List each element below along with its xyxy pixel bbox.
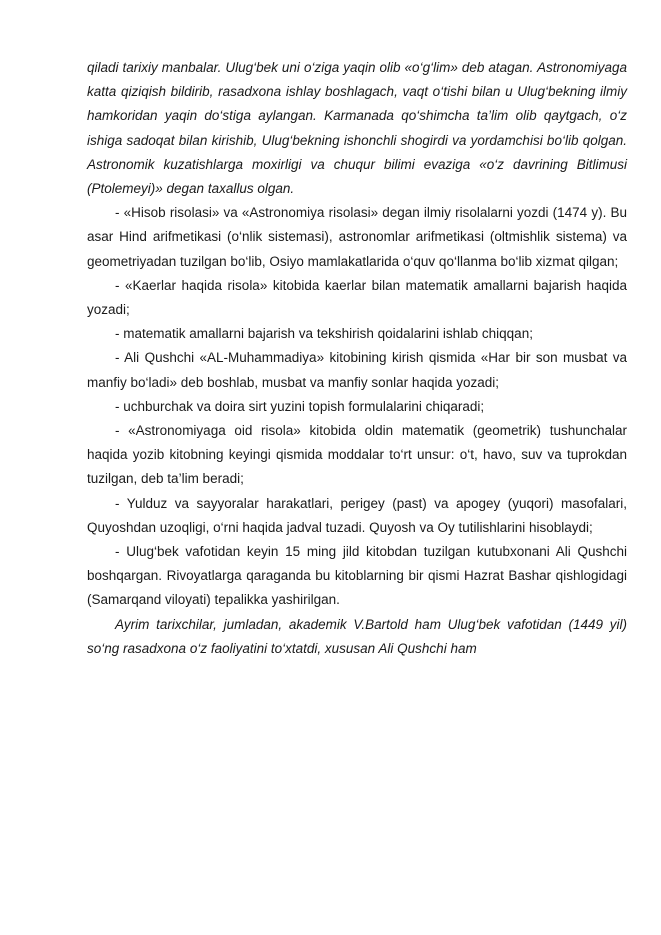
list-item-astronomiya-risola: - «Astronomiyaga oid risola» kitobida oldin matematik (geometrik) tushunchalar haqida yozib kitobning keyingi qismida moddalar to‘rt unsur: o‘t, havo, suv va tuprokdan tuzilgan, deb ta’lim beradi; [87,423,627,487]
list-item-kutubxona: - Ulug‘bek vafotidan keyin 15 ming jild kitobdan tuzilgan kutubxonani Ali Qushchi boshqargan. Rivoyatlarga qaraganda bu kitoblarning bir qismi Hazrat Bashar qishlogidagi (Samarqand viloyati) tepalikka yashirilgan. [87,544,627,608]
list-item-yulduz-sayyoralar: - Yulduz va sayyoralar harakatlari, perigey (past) va apogey (yuqori) masofalari, Quyoshdan uzoqligi, o‘rni haqida jadval tuzadi. Quyosh va Oy tutilishlarini hisoblaydi; [87,495,627,535]
paragraph-tarixchilar: Ayrim tarixchilar, jumladan, akademik V.Bartold ham Ulug‘bek vafotidan (1449 yil) so‘ng rasadxona o‘z faoliyatini to‘xtatdi, xususan Ali Qushchi ham [87,616,627,656]
list-item-uchburchak-doira: - uchburchak va doira sirt yuzini topish formulalarini chiqaradi; [115,398,485,414]
paragraph-intro: qiladi tarixiy manbalar. Ulug‘bek uni o‘ziga yaqin olib «o‘g‘lim» deb atagan. Astronomiyaga katta qiziqish bildirib, rasadxona ishlay boshlagach, vaqt o‘tishi bilan u Ulug‘bekning ilmiy hamkoridan yaqin do‘stiga aylangan. Karmanada qo‘shimcha ta’lim olib qaytgach, o‘z ishiga sadoqat bilan kirishib, Ulug‘bekning ishonchli shogirdi va yordamchisi bo‘lib qolgan. Astronomik kuzatishlarga moxirligi va chuqur bilimi evaziga «o‘z davrining Bitlimusi (Ptolemeyi)» degan taxallus olgan. [87,60,627,197]
list-item-matematik-amallar: - matematik amallarni bajarish va tekshirish qoidalarini ishlab chiqqan; [115,326,533,342]
list-item-al-muhammadiya: - Ali Qushchi «AL-Muhammadiya» kitobining kirish qismida «Har bir son musbat va manfiy bo‘ladi» deb boshlab, musbat va manfiy sonlar haqida yozadi; [87,350,627,390]
list-item-hisob-risolasi: - «Hisob risolasi» va «Astronomiya risolasi» degan ilmiy risolalarni yozdi (1474 y). Bu asar Hind arifmetikasi (o‘nlik sistemasi), astronomlar arifmetikasi (oltmishlik sistema) va geometriyadan tuzilgan bo‘lib, Osiyo mamlakatlarida o‘quv qo‘llanma bo‘lib xizmat qilgan; [87,205,627,269]
list-item-kaerlar-risola: - «Kaerlar haqida risola» kitobida kaerlar bilan matematik amallarni bajarish haqida yozadi; [87,277,627,318]
document-page [87,56,627,661]
